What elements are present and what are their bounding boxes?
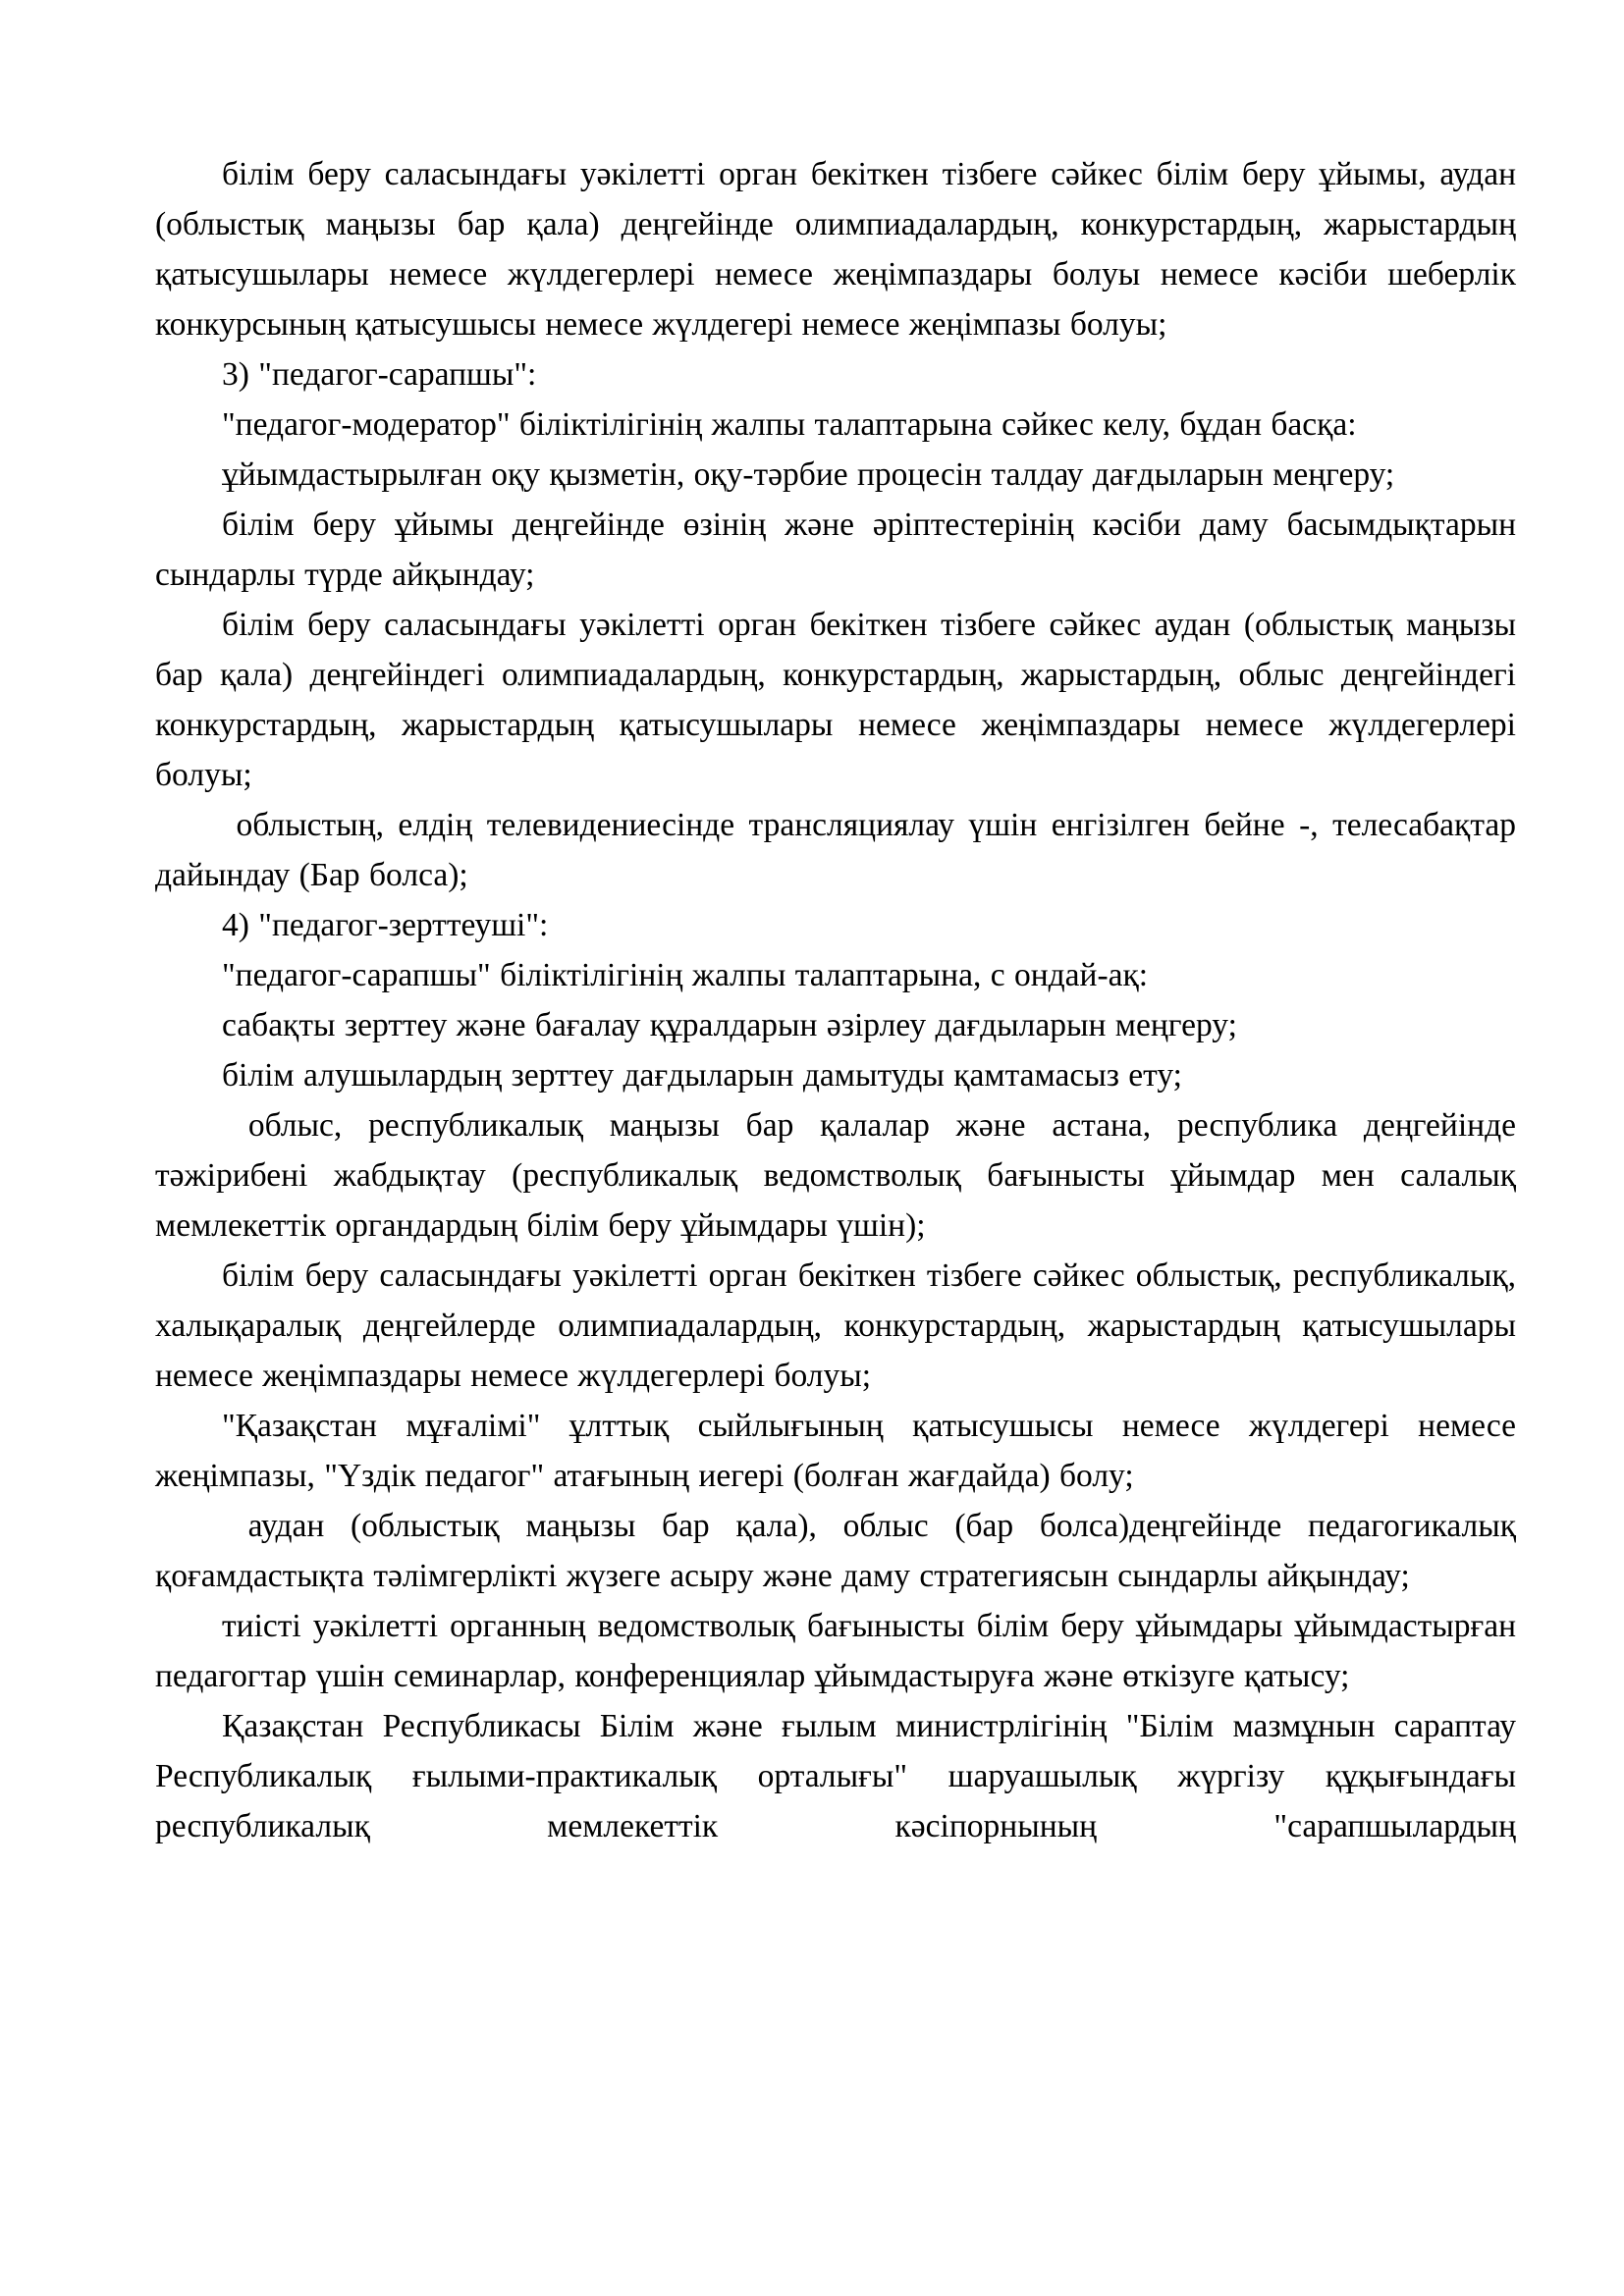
paragraph-item-4: 4) "педагог-зерттеуші": bbox=[222, 907, 549, 943]
paragraph: облыс, республикалық маңызы бар қалалар және астана, республика деңгейінде тәжірибені жабдықтау (республикалық ведомстволық бағынысты ұйымдар мен салалық мемлекеттік органдардың білім беру ұйымдары үшін); bbox=[155, 1107, 1516, 1244]
paragraph: білім алушылардың зерттеу дағдыларын дамытуды қамтамасыз ету; bbox=[222, 1057, 1182, 1094]
paragraph-item-3: 3) "педагог-сарапшы": bbox=[222, 356, 537, 393]
paragraph: тиісті уәкілетті органның ведомстволық бағынысты білім беру ұйымдары ұйымдастырған педагогтар үшін семинарлар, конференциялар ұйымдастыруға және өткізуге қатысу; bbox=[155, 1608, 1516, 1694]
paragraph: білім беру ұйымы деңгейінде өзінің және әріптестерінің кәсіби даму басымдықтарын сындарлы түрде айқындау; bbox=[155, 507, 1516, 593]
paragraph: аудан (облыстық маңызы бар қала), облыс (бар болса)деңгейінде педагогикалық қоғамдастықта тәлімгерлікті жүзеге асыру және даму стратегиясын сындарлы айқындау; bbox=[155, 1508, 1516, 1594]
paragraph-continued: Қазақстан Республикасы Білім және ғылым министрлігінің "Білім мазмұнын сараптау Республикалық ғылыми-практикалық орталығы" шаруашылық жүргізу құқығындағы республикалық мемлекеттік кәсіпорнының "сарапшылардың bbox=[155, 1708, 1516, 1844]
paragraph: білім беру саласындағы уәкілетті орган бекіткен тізбеге сәйкес білім беру ұйымы, аудан (облыстық маңызы бар қала) деңгейінде олимпиадалардың, конкурстардың, жарыстардың қатысушылары немесе жүлдегерлері немесе жеңімпаздары болуы немесе кәсіби шеберлік конкурсының қатысушысы немесе жүлдегері немесе жеңімпазы болуы; bbox=[155, 156, 1516, 343]
paragraph: "педагог-модератор" біліктілігінің жалпы талаптарына сәйкес келу, бұдан басқа: bbox=[222, 406, 1357, 443]
paragraph: облыстың, елдің телевидениесінде трансляциялау үшін енгізілген бейне -, телесабақтар дайындау (Бар болса); bbox=[155, 807, 1516, 893]
paragraph: "Қазақстан мұғалімі" ұлттық сыйлығының қатысушысы немесе жүлдегері немесе жеңімпазы, "Үздік педагог" атағының иегері (болған жағдайда) болу; bbox=[155, 1408, 1516, 1494]
paragraph: сабақты зерттеу және бағалау құралдарын әзірлеу дағдыларын меңгеру; bbox=[222, 1007, 1237, 1043]
paragraph: ұйымдастырылған оқу қызметін, оқу-тәрбие процесін талдау дағдыларын меңгеру; bbox=[222, 456, 1395, 493]
paragraph: білім беру саласындағы уәкілетті орган бекіткен тізбеге сәйкес облыстық, республикалық, халықаралық деңгейлерде олимпиадалардың, конкурстардың, жарыстардың қатысушылары немесе жеңімпаздары немесе жүлдегерлері болуы; bbox=[155, 1257, 1516, 1394]
paragraph: "педагог-сарапшы" біліктілігінің жалпы талаптарына, с ондай-ақ: bbox=[222, 957, 1149, 993]
paragraph: білім беру саласындағы уәкілетті орган бекіткен тізбеге сәйкес аудан (облыстық маңызы бар қала) деңгейіндегі олимпиадалардың, конкурстардың, жарыстардың, облыс деңгейіндегі конкурстардың, жарыстардың қатысушылары немесе жеңімпаздары немесе жүлдегерлері болуы; bbox=[155, 607, 1516, 793]
